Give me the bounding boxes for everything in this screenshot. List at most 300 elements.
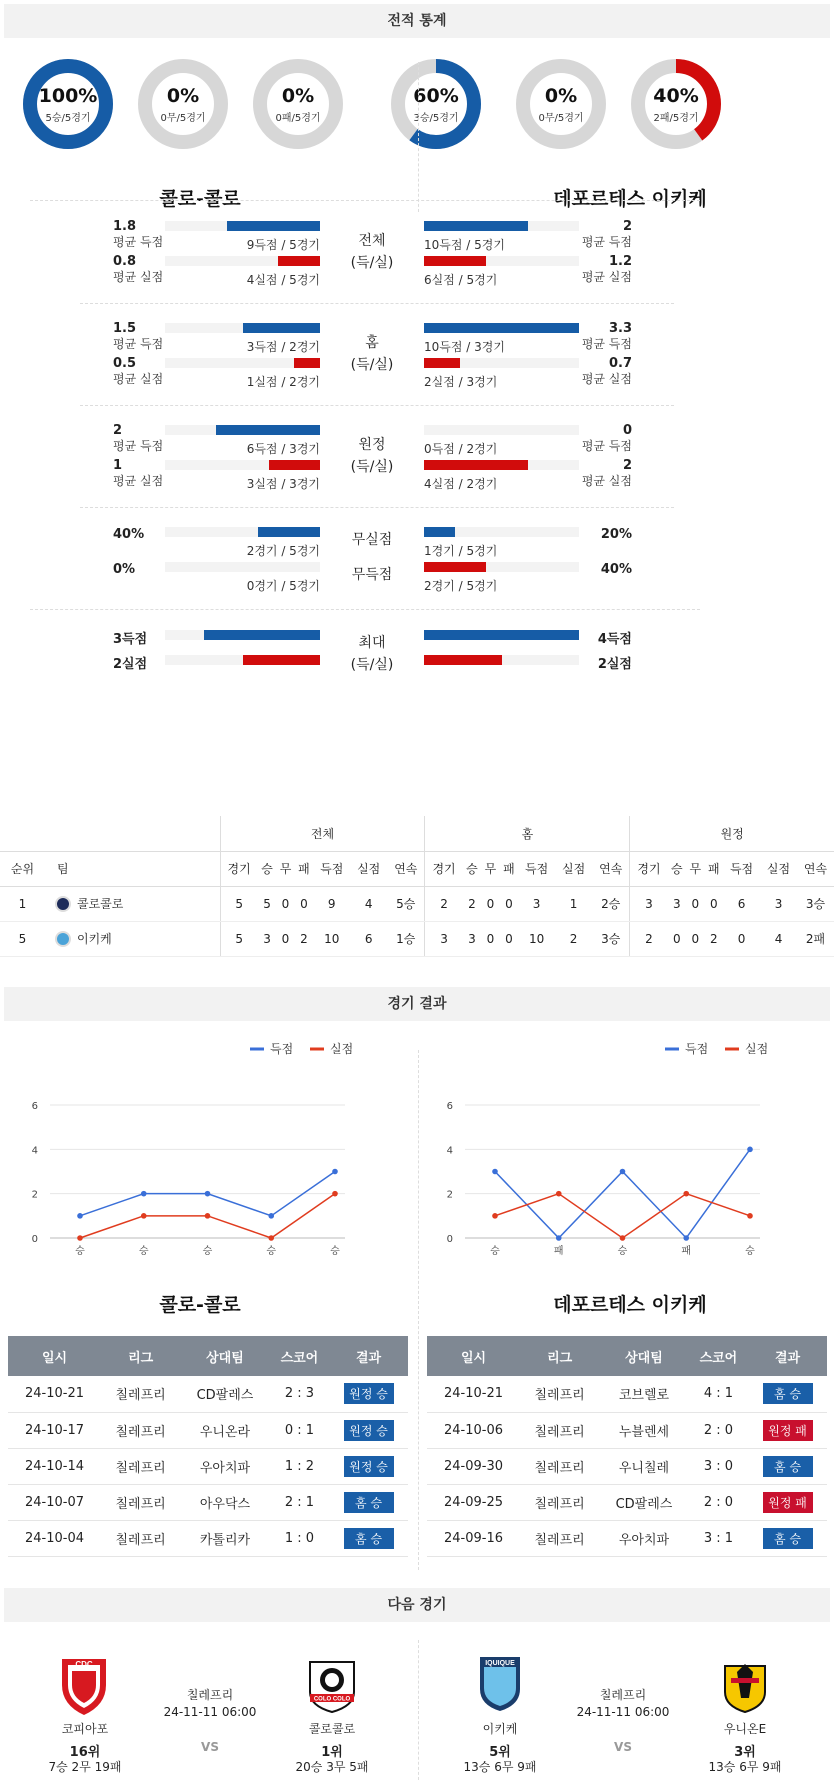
home-stat-value: 1 [113, 458, 123, 473]
results-header-row [427, 1336, 827, 1376]
block-divider [80, 405, 674, 406]
home-clean-value: 0% [113, 562, 136, 577]
y-tick-label: 6 [31, 1101, 38, 1112]
away-stat-value: 1.2 [608, 254, 632, 269]
copiapo-rank: 16위 [69, 1745, 101, 1760]
next-right-vs: VS [614, 1740, 632, 1754]
y-tick-label: 4 [446, 1145, 453, 1157]
stat-block-title: 원정 [358, 437, 386, 453]
result-cell: 칠레프리 [101, 1448, 180, 1484]
result-outcome-cell [748, 1376, 827, 1412]
x-tick-label: 패 [681, 1246, 692, 1257]
result-cell: 2 : 0 [689, 1484, 748, 1520]
result-cell: 3 : 1 [689, 1520, 748, 1556]
away-stat-bar [424, 358, 579, 368]
standings-cell: 3승 [592, 921, 630, 956]
stat-block-label [342, 332, 402, 376]
standings-col-header: 실점 [555, 851, 592, 886]
donut-chart [22, 58, 114, 150]
donut-subtext: 2패/5경기 [653, 113, 699, 124]
next-right-league: 칠레프리 [599, 1688, 647, 1702]
standings-cell: 5 [258, 886, 276, 921]
standings-cell: 3승 [797, 886, 834, 921]
home-team-title: 콜로-콜로 [159, 188, 241, 210]
standings-cell: 3 [668, 886, 686, 921]
standings-cell: 0 [276, 921, 294, 956]
table-row [8, 1376, 408, 1412]
colocolo-record: 20승 3무 5패 [295, 1760, 369, 1774]
table-row [427, 1484, 827, 1520]
standings-cell: 2승 [592, 886, 630, 921]
away-results-table [427, 1336, 827, 1557]
home-stat-caption: 3득점 / 2경기 [246, 340, 320, 354]
series-point [556, 1191, 562, 1197]
x-tick-label: 승 [490, 1246, 500, 1257]
results-col-header: 일시 [427, 1336, 520, 1376]
home-max-value: 2실점 [113, 657, 148, 672]
donut-chart [252, 58, 344, 150]
result-cell: 24-10-17 [8, 1412, 101, 1448]
standings-cell: 0 [481, 886, 499, 921]
home-clean-value: 40% [113, 527, 145, 542]
donut-chart [390, 58, 482, 150]
standings-col-header: 연속 [592, 851, 630, 886]
standings-col-header: 득점 [518, 851, 555, 886]
home-stat-bar [165, 425, 320, 435]
stat-block-subtitle: (득/실) [350, 255, 394, 271]
home-stat-bar [165, 460, 320, 470]
standings-table [0, 816, 834, 957]
block-divider [80, 507, 674, 508]
donut-percent: 0% [544, 85, 578, 107]
home-stat-label: 평균 실점 [113, 474, 164, 488]
results-col-header: 리그 [101, 1336, 180, 1376]
standings-cell: 2 [425, 886, 463, 921]
result-cell: 우니칠레 [599, 1448, 688, 1484]
result-cell: 24-09-30 [427, 1448, 520, 1484]
rank-cell: 1 [0, 886, 45, 921]
copiapo-logo [52, 1655, 116, 1720]
standings-cell: 4 [760, 921, 797, 956]
standings-cell: 3 [425, 921, 463, 956]
x-tick-label: 승 [266, 1246, 277, 1257]
result-badge: 홈 승 [344, 1492, 394, 1513]
standings-cell: 3 [760, 886, 797, 921]
stat-block-title: 전체 [358, 233, 386, 249]
result-outcome-cell [748, 1412, 827, 1448]
bar-fill [227, 221, 320, 231]
results-col-header: 결과 [748, 1336, 827, 1376]
standings-cell: 2 [705, 921, 723, 956]
results-col-header: 상대팀 [599, 1336, 688, 1376]
standings-cell: 0 [500, 886, 518, 921]
team-logo-icon [55, 931, 71, 947]
series-point [620, 1169, 626, 1175]
results-header-row [8, 1336, 408, 1376]
next-left-league: 칠레프리 [186, 1688, 234, 1702]
standings-cell: 3 [463, 921, 481, 956]
result-cell: 1 : 2 [270, 1448, 329, 1484]
y-tick-label: 4 [31, 1145, 38, 1157]
standings-cell: 1 [555, 886, 592, 921]
result-cell: 3 : 0 [689, 1448, 748, 1484]
standings-col-header: 실점 [760, 851, 797, 886]
series-point [268, 1213, 274, 1219]
away-max-value: 4득점 [597, 632, 632, 647]
away-stat-label: 평균 득점 [581, 235, 632, 249]
home-clean-bar [165, 562, 320, 572]
away-stat-value: 0 [622, 423, 632, 438]
result-outcome-cell [329, 1484, 408, 1520]
home-max-bar [165, 630, 320, 640]
result-cell: 칠레프리 [101, 1484, 180, 1520]
table-row [8, 1520, 408, 1556]
union-espanola-record: 13승 6무 9패 [708, 1760, 782, 1774]
donut-percent: 40% [653, 85, 699, 107]
result-badge: 홈 승 [763, 1528, 813, 1549]
top-divider [418, 62, 419, 212]
iquique-logo [468, 1655, 532, 1716]
table-row [0, 886, 834, 921]
bar-fill [424, 460, 528, 470]
bar-fill [424, 256, 486, 266]
rank-cell: 5 [0, 921, 45, 956]
x-tick-label: 승 [745, 1246, 755, 1257]
x-tick-label: 승 [330, 1246, 340, 1257]
colocolo-name: 콜로콜로 [308, 1722, 356, 1736]
standings-cell: 1승 [387, 921, 425, 956]
home-stat-label: 평균 득점 [113, 439, 164, 453]
x-tick-label: 패 [553, 1246, 564, 1257]
bar-fill [243, 323, 321, 333]
clean-label: 무득점 [351, 567, 393, 583]
result-cell: 칠레프리 [520, 1448, 599, 1484]
next-right-time: 24-11-11 06:00 [576, 1705, 670, 1719]
union-espanola-logo [713, 1658, 777, 1717]
away-stat-caption: 6실점 / 5경기 [424, 273, 498, 287]
max-subtitle: (득/실) [350, 657, 394, 673]
away-stat-label: 평균 실점 [581, 474, 632, 488]
colocolo-shield-icon [304, 1658, 360, 1714]
away-stat-caption: 0득점 / 2경기 [424, 442, 498, 456]
next-section-header: 다음 경기 [4, 1588, 830, 1622]
home-stat-label: 평균 실점 [113, 372, 164, 386]
table-row [427, 1448, 827, 1484]
away-form-chart [445, 1035, 825, 1275]
standings-cell: 2패 [797, 921, 834, 956]
result-badge: 원정 승 [344, 1420, 394, 1441]
standings-col-header: 승 [463, 851, 481, 886]
home-stat-label: 평균 득점 [113, 235, 164, 249]
standings-col-header: 득점 [313, 851, 350, 886]
donut-subtext: 0패/5경기 [275, 113, 321, 124]
colocolo-logo [300, 1658, 364, 1717]
series-point [205, 1213, 211, 1219]
away-stat-caption: 4실점 / 2경기 [424, 477, 498, 491]
home-clean-caption: 0경기 / 5경기 [246, 579, 320, 593]
series-point [747, 1213, 753, 1219]
standings-col-header: 경기 [630, 851, 668, 886]
home-stat-caption: 4실점 / 5경기 [246, 273, 320, 287]
home-stat-caption: 3실점 / 3경기 [246, 477, 320, 491]
donut-subtext: 3승/5경기 [413, 113, 459, 124]
result-cell: 2 : 3 [270, 1376, 329, 1412]
y-tick-label: 2 [446, 1189, 453, 1201]
standings-col-header: 패 [500, 851, 518, 886]
away-clean-value: 40% [600, 562, 632, 577]
standings-cell: 0 [686, 886, 704, 921]
result-cell: 우니온라 [180, 1412, 269, 1448]
result-cell: 아우닥스 [180, 1484, 269, 1520]
standings-col-header: 무 [276, 851, 294, 886]
table-row [427, 1520, 827, 1556]
results-col-header: 리그 [520, 1336, 599, 1376]
result-cell: 칠레프리 [101, 1376, 180, 1412]
donut-percent: 0% [281, 85, 315, 107]
results-col-header: 상대팀 [180, 1336, 269, 1376]
series-point [77, 1235, 83, 1241]
result-cell: CD팔레스 [180, 1376, 269, 1412]
away-clean-bar [424, 527, 579, 537]
result-cell: 2 : 0 [689, 1412, 748, 1448]
title-divider [30, 200, 700, 201]
standings-col-header: 연속 [387, 851, 425, 886]
result-cell: 1 : 0 [270, 1520, 329, 1556]
standings-cell: 2 [463, 886, 481, 921]
series-point [683, 1235, 689, 1241]
bar-fill [294, 358, 320, 368]
home-results-title: 콜로-콜로 [159, 1294, 241, 1316]
result-badge: 원정 패 [763, 1420, 813, 1441]
standings-cell: 0 [705, 886, 723, 921]
series-point [205, 1191, 211, 1197]
series-point [332, 1191, 338, 1197]
home-stat-caption: 6득점 / 3경기 [246, 442, 320, 456]
standings-col-header: 패 [295, 851, 313, 886]
y-tick-label: 0 [31, 1234, 38, 1245]
block-divider [80, 303, 674, 304]
iquique-shield-icon [476, 1655, 524, 1713]
standings-col-header: 득점 [723, 851, 760, 886]
series-point [268, 1235, 274, 1241]
stat-block-subtitle: (득/실) [350, 459, 394, 475]
next-left-vs: VS [201, 1740, 219, 1754]
standings-cell: 0 [500, 921, 518, 956]
union-espanola-name: 우니온E [723, 1722, 767, 1736]
y-tick-label: 6 [446, 1101, 453, 1112]
table-row [8, 1448, 408, 1484]
max-title: 최대 [358, 635, 386, 651]
iquique-rank: 5위 [489, 1745, 511, 1760]
series-point [141, 1213, 147, 1219]
standings-col-header: 무 [686, 851, 704, 886]
home-max-bar [165, 655, 320, 665]
donut-chart [630, 58, 722, 150]
result-cell: 카톨리카 [180, 1520, 269, 1556]
team-cell [45, 921, 220, 956]
standings-cell: 5 [220, 921, 258, 956]
series-point [492, 1213, 498, 1219]
x-tick-label: 승 [617, 1246, 628, 1257]
standings-col-header: 승 [258, 851, 276, 886]
donut-subtext: 0무/5경기 [160, 113, 206, 124]
result-outcome-cell [329, 1448, 408, 1484]
home-stat-label: 평균 실점 [113, 270, 164, 284]
result-cell: 코브렐로 [599, 1376, 688, 1412]
result-cell: 칠레프리 [520, 1376, 599, 1412]
donut-percent: 60% [413, 85, 459, 107]
result-cell: 칠레프리 [101, 1412, 180, 1448]
record-section-header: 전적 통계 [4, 4, 830, 38]
legend-label: 득점 [685, 1042, 709, 1056]
team-logo-icon [55, 896, 71, 912]
next-divider [418, 1640, 419, 1780]
away-stat-value: 3.3 [608, 321, 632, 336]
iquique-record: 13승 6무 9패 [463, 1760, 537, 1774]
bar-fill [424, 527, 455, 537]
bar-fill [424, 655, 502, 665]
standings-cell: 0 [686, 921, 704, 956]
donut-percent: 0% [166, 85, 200, 107]
series-point [77, 1213, 83, 1219]
result-cell: 칠레프리 [520, 1520, 599, 1556]
results-col-header: 스코어 [689, 1336, 748, 1376]
team-name: 이키케 [77, 931, 112, 946]
result-cell: 24-10-04 [8, 1520, 101, 1556]
away-clean-caption: 2경기 / 5경기 [424, 579, 498, 593]
team-name: 콜로콜로 [77, 896, 124, 911]
donut-subtext: 5승/5경기 [45, 113, 91, 124]
iquique-name: 이키케 [482, 1722, 518, 1736]
home-form-chart [30, 1035, 410, 1275]
home-stat-bar [165, 256, 320, 266]
result-outcome-cell [748, 1448, 827, 1484]
series-point [747, 1147, 753, 1153]
group-all: 전체 [220, 816, 425, 851]
result-cell: 우아치파 [180, 1448, 269, 1484]
away-max-bar [424, 655, 579, 665]
standings-cell: 0 [668, 921, 686, 956]
next-left-time: 24-11-11 06:00 [163, 1705, 257, 1719]
result-badge: 홈 승 [344, 1528, 394, 1549]
standings-cell: 6 [350, 921, 387, 956]
result-outcome-cell [329, 1376, 408, 1412]
away-max-value: 2실점 [597, 657, 632, 672]
away-results-title: 데포르테스 이키케 [553, 1294, 707, 1316]
result-cell: CD팔레스 [599, 1484, 688, 1520]
standings-cell: 0 [723, 921, 760, 956]
series-point [332, 1169, 338, 1175]
home-stat-bar [165, 358, 320, 368]
bar-fill [243, 655, 321, 665]
home-results-table [8, 1336, 408, 1557]
results-col-header: 결과 [329, 1336, 408, 1376]
table-row [427, 1412, 827, 1448]
result-outcome-cell [329, 1520, 408, 1556]
standings-cell: 3 [258, 921, 276, 956]
stat-block-title: 홈 [365, 335, 379, 351]
away-max-bar [424, 630, 579, 640]
away-stat-bar [424, 221, 579, 231]
standings-col-header: 승 [668, 851, 686, 886]
away-stat-label: 평균 실점 [581, 270, 632, 284]
home-stat-value: 1.8 [113, 219, 137, 234]
away-stat-caption: 2실점 / 3경기 [424, 375, 498, 389]
y-tick-label: 2 [31, 1189, 38, 1201]
standings-cell: 10 [518, 921, 555, 956]
x-tick-label: 승 [202, 1246, 213, 1257]
result-outcome-cell [748, 1520, 827, 1556]
results-divider [418, 1050, 419, 1570]
standings-col-header: 경기 [425, 851, 463, 886]
away-stat-label: 평균 득점 [581, 337, 632, 351]
group-home: 홈 [425, 816, 630, 851]
legend-label: 실점 [745, 1042, 769, 1056]
svg-text:COLO COLO: COLO COLO [313, 1696, 351, 1703]
rank-header: 순위 [0, 851, 45, 886]
standings-cell: 10 [313, 921, 350, 956]
standings-cell: 3 [630, 886, 668, 921]
results-col-header: 일시 [8, 1336, 101, 1376]
series-point [683, 1191, 689, 1197]
standings-cell: 3 [518, 886, 555, 921]
bar-fill [424, 358, 460, 368]
table-row [427, 1376, 827, 1412]
standings-cell: 6 [723, 886, 760, 921]
result-badge: 홈 승 [763, 1456, 813, 1477]
clean-label: 무실점 [351, 532, 393, 548]
home-stat-label: 평균 득점 [113, 337, 164, 351]
result-cell: 0 : 1 [270, 1412, 329, 1448]
bar-fill [204, 630, 320, 640]
away-stat-value: 0.7 [608, 356, 632, 371]
away-stat-bar [424, 460, 579, 470]
team-cell [45, 886, 220, 921]
standings-cell: 0 [481, 921, 499, 956]
away-clean-caption: 1경기 / 5경기 [424, 544, 498, 558]
standings-cell: 2 [555, 921, 592, 956]
away-stat-label: 평균 실점 [581, 372, 632, 386]
standings-cell: 2 [295, 921, 313, 956]
table-row [0, 921, 834, 956]
standings-col-header: 연속 [797, 851, 834, 886]
copiapo-name: 코피아포 [61, 1722, 109, 1736]
result-cell: 우아치파 [599, 1520, 688, 1556]
result-cell: 24-10-21 [427, 1376, 520, 1412]
donut-percent: 100% [38, 85, 98, 107]
home-stat-caption: 9득점 / 5경기 [246, 238, 320, 252]
standings-cell: 5 [220, 886, 258, 921]
clean-divider [30, 609, 700, 610]
group-away: 원정 [630, 816, 834, 851]
x-tick-label: 승 [138, 1246, 149, 1257]
bar-fill [424, 323, 579, 333]
home-stat-value: 0.8 [113, 254, 137, 269]
bar-fill [258, 527, 320, 537]
table-row [8, 1412, 408, 1448]
max-label [342, 632, 402, 676]
stat-block-subtitle: (득/실) [350, 357, 394, 373]
colocolo-rank: 1위 [321, 1745, 343, 1760]
series-point [141, 1191, 147, 1197]
bar-fill [424, 221, 528, 231]
bar-fill [278, 256, 320, 266]
table-row [8, 1484, 408, 1520]
away-stat-caption: 10득점 / 3경기 [424, 340, 505, 354]
home-stat-value: 1.5 [113, 321, 137, 336]
stat-block-label [342, 230, 402, 274]
series-point [492, 1169, 498, 1175]
